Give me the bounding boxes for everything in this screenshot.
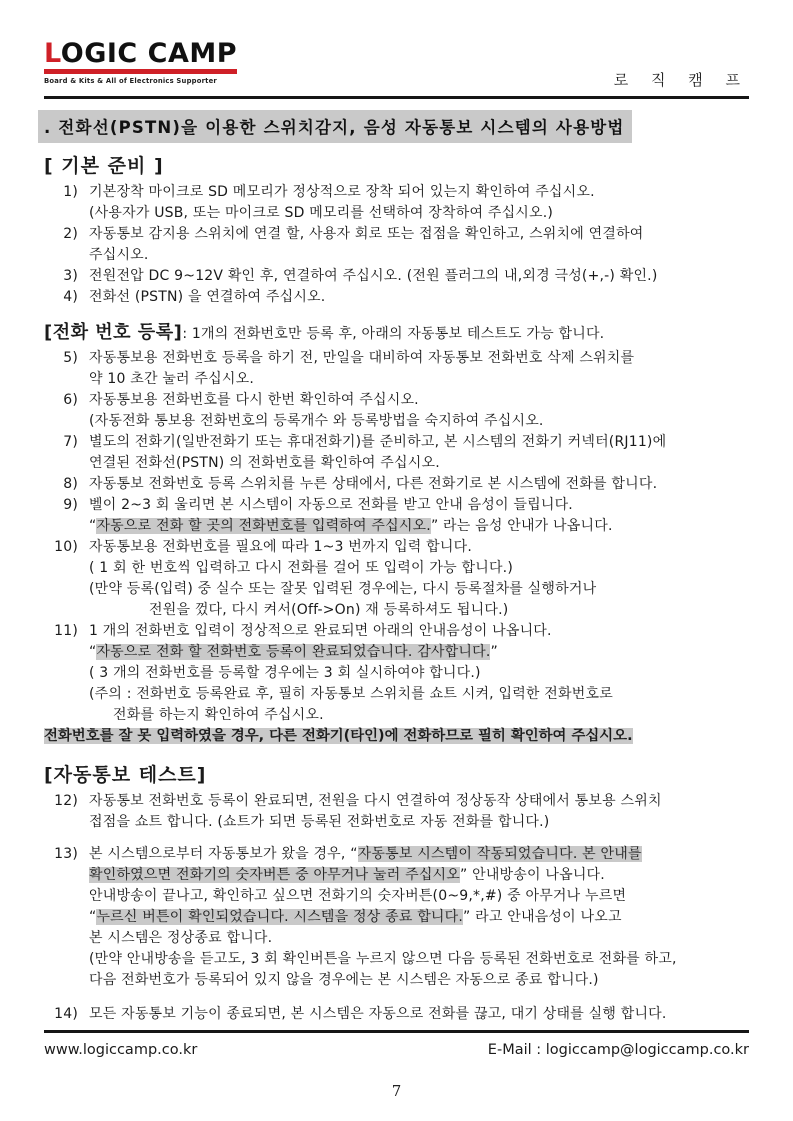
logo-text: LOGIC CAMP [44, 38, 237, 69]
line-text [89, 907, 622, 928]
list-item-continuation [44, 705, 759, 726]
list-item [44, 287, 759, 308]
list-item [44, 621, 759, 642]
highlighted-text: 누르신 버튼이 확인되었습니다. 시스템을 정상 종료 합니다. [96, 909, 464, 925]
highlighted-text: 전화번호를 잘 못 입력하였을 경우, 다른 전화기(타인)에 전화하므로 필히 확인하여 주십시오. [44, 728, 633, 744]
line-text [89, 579, 596, 600]
item-number: 5) [63, 350, 78, 366]
line-text [89, 369, 254, 390]
list-item [44, 844, 759, 865]
highlighted-text: 확인하였으면 전화기의 숫자버튼 중 아무거나 눌러 주십시오 [89, 867, 460, 883]
text-segment: 자동통보 전화번호 등록이 완료되면, 전원을 다시 연결하여 정상동작 상태에서 통보용 스위치 [89, 793, 662, 809]
line-text [89, 390, 419, 411]
text-segment: 본 시스템으로부터 자동통보가 왔을 경우, “ [89, 846, 358, 862]
text-segment: 기본장착 마이크로 SD 메모리가 정상적으로 장착 되어 있는지 확인하여 주십시오. [89, 184, 595, 200]
item-number: 1) [63, 184, 78, 200]
section-heading: [ 기본 준비 ] [44, 155, 164, 177]
list-item-continuation [44, 600, 759, 621]
line-text [89, 495, 573, 516]
text-segment: 주십시오. [89, 247, 149, 263]
line-text [89, 245, 149, 266]
list-item-continuation [44, 663, 759, 684]
text-segment: 벨이 2~3 회 울리면 본 시스템이 자동으로 전화를 받고 안내 음성이 들립니다. [89, 497, 573, 513]
footer-website: www.logiccamp.co.kr [44, 1042, 198, 1058]
spacer [44, 833, 759, 844]
highlighted-text: 자동으로 전화 할 전화번호 등록이 완료되었습니다. 감사합니다. [96, 644, 491, 660]
list-item-continuation [44, 411, 759, 432]
item-number: 9) [63, 497, 78, 513]
list-item [44, 348, 759, 369]
line-text [89, 642, 498, 663]
line-text [89, 928, 272, 949]
list-item [44, 495, 759, 516]
line-text [113, 705, 324, 726]
text-segment: 연결된 전화선(PSTN) 의 전화번호를 확인하여 주십시오. [89, 455, 440, 471]
list-item-continuation [44, 203, 759, 224]
line-text [89, 621, 552, 642]
footer-rule [44, 1030, 749, 1033]
line-text [89, 287, 325, 308]
list-item-continuation [44, 453, 759, 474]
text-segment: ” [490, 644, 498, 660]
text-segment: (주의 : 전화번호 등록완료 후, 필히 자동통보 스위치를 쇼트 시켜, 입력한 전화번호로 [89, 686, 613, 702]
text-segment: 안내방송이 끝나고, 확인하고 싶으면 전화기의 숫자버튼(0~9,*,#) 중 아무거나 누르면 [89, 888, 627, 904]
text-segment: 다음 전화번호가 등록되어 있지 않을 경우에는 본 시스템은 자동으로 종료 합니다.) [89, 972, 599, 988]
page-header [44, 40, 749, 96]
text-segment: 전원을 껐다, 다시 켜서(Off->On) 재 등록하셔도 됩니다.) [149, 602, 509, 618]
item-number: 7) [63, 434, 78, 450]
logo-tagline: Board & Kits & All of Electronics Supporter [44, 77, 217, 86]
title-wrap [38, 110, 763, 143]
content [44, 151, 759, 1025]
item-number: 6) [63, 392, 78, 408]
line-text [89, 474, 657, 495]
line-text [89, 224, 644, 245]
item-number: 2) [63, 226, 78, 242]
logic-camp-logo [44, 40, 237, 85]
text-segment: 본 시스템은 정상종료 합니다. [89, 930, 273, 946]
line-text [89, 432, 666, 453]
line-text [89, 182, 595, 203]
spacer [44, 991, 759, 1004]
item-number: 11) [54, 623, 78, 639]
list-item [44, 266, 759, 287]
list-item-continuation [44, 516, 759, 537]
footer-email: E-Mail : logiccamp@logiccamp.co.kr [487, 1042, 749, 1058]
list-item-continuation [44, 886, 759, 907]
line-text [89, 558, 513, 579]
list-item-continuation [44, 928, 759, 949]
item-number: 12) [54, 793, 78, 809]
highlighted-text: 자동통보 시스템이 작동되었습니다. 본 안내를 [357, 846, 642, 862]
list-item [44, 1004, 759, 1025]
line-text [89, 453, 440, 474]
text-segment: 전원전압 DC 9~12V 확인 후, 연결하여 주십시오. (전원 플러그의 내,외경 극성(+,-) 확인.) [89, 268, 658, 284]
item-number: 13) [54, 846, 78, 862]
list-item-continuation [44, 907, 759, 928]
section-heading-note: : 1개의 전화번호만 등록 후, 아래의 자동통보 테스트도 가능 합니다. [182, 326, 605, 342]
logo-red-bar [44, 69, 237, 74]
text-segment: “ [89, 644, 97, 660]
item-number: 3) [63, 268, 78, 284]
text-segment: 전화선 (PSTN) 을 연결하여 주십시오. [89, 289, 326, 305]
text-segment: ( 3 개의 전화번호를 등록할 경우에는 3 회 실시하여야 합니다.) [89, 665, 481, 681]
text-segment: 자동통보 전화번호 등록 스위치를 누른 상태에서, 다른 전화기로 본 시스템에 전화를 합니다. [89, 476, 658, 492]
spacer [44, 747, 759, 760]
list-item [44, 182, 759, 203]
list-item-continuation [44, 642, 759, 663]
list-item-continuation [44, 949, 759, 970]
section-heading [44, 320, 759, 347]
line-text [89, 411, 544, 432]
text-segment: ( 1 회 한 번호씩 입력하고 다시 전화를 걸어 또 입력이 가능 합니다.) [89, 560, 513, 576]
spacer [44, 308, 759, 320]
text-segment: (자동전화 통보용 전화번호의 등록개수 와 등록방법을 숙지하여 주십시오. [89, 413, 544, 429]
text-segment: (사용자가 USB, 또는 마이크로 SD 메모리를 선택하여 장착하여 주십시오.) [89, 205, 554, 221]
line-text [89, 865, 605, 886]
company-name-korean: 로 직 캠 프 [613, 71, 749, 89]
line-text [89, 266, 658, 287]
list-item-continuation [44, 579, 759, 600]
list-item-continuation [44, 558, 759, 579]
line-text [44, 726, 633, 747]
item-number: 8) [63, 476, 78, 492]
text-segment: “ [89, 909, 97, 925]
text-segment: 전화를 하는지 확인하여 주십시오. [113, 707, 324, 723]
list-item-continuation [44, 369, 759, 390]
list-item-continuation [44, 865, 759, 886]
header-rule [44, 96, 749, 99]
text-segment: 약 10 초간 눌러 주십시오. [89, 371, 254, 387]
text-segment: 1 개의 전화번호 입력이 정상적으로 완료되면 아래의 안내음성이 나옵니다. [89, 623, 552, 639]
text-segment: “ [89, 518, 97, 534]
list-item [44, 432, 759, 453]
section-heading-label: [전화 번호 등록] [44, 322, 183, 343]
text-segment: 모든 자동통보 기능이 종료되면, 본 시스템은 자동으로 전화를 끊고, 대기 상태를 실행 합니다. [89, 1006, 667, 1022]
text-segment: (만약 안내방송을 듣고도, 3 회 확인버튼을 누르지 않으면 다음 등록된 전화번호로 전화를 하고, [89, 951, 677, 967]
item-number: 10) [54, 539, 78, 555]
warning-line [44, 726, 759, 747]
text-segment: ” 안내방송이 나옵니다. [460, 867, 605, 883]
line-text [89, 684, 613, 705]
text-segment: 접점을 쇼트 합니다. (쇼트가 되면 등록된 전화번호로 자동 전화를 합니다.) [89, 814, 550, 830]
list-item [44, 474, 759, 495]
line-text [89, 663, 481, 684]
line-text [89, 516, 613, 537]
text-segment: ” 라고 안내음성이 나오고 [463, 909, 622, 925]
text-segment: (만약 등록(입력) 중 실수 또는 잘못 입력된 경우에는, 다시 등록절차를 실행하거나 [89, 581, 597, 597]
list-item [44, 390, 759, 411]
text-segment: 자동통보 감지용 스위치에 연결 할, 사용자 회로 또는 접점을 확인하고, 스위치에 연결하여 [89, 226, 644, 242]
section-heading: [자동통보 테스트] [44, 764, 207, 786]
line-text [89, 844, 642, 865]
text-segment: 자동통보용 전화번호를 필요에 따라 1~3 번까지 입력 합니다. [89, 539, 472, 555]
list-item-continuation [44, 245, 759, 266]
text-segment: ” 라는 음성 안내가 나옵니다. [430, 518, 613, 534]
item-number: 4) [63, 289, 78, 305]
line-text [89, 537, 472, 558]
line-text [89, 348, 634, 369]
page-footer [44, 1042, 749, 1058]
text-segment: 자동통보용 전화번호를 다시 한번 확인하여 주십시오. [89, 392, 419, 408]
item-number: 14) [54, 1006, 78, 1022]
text-segment: 자동통보용 전화번호 등록을 하기 전, 만일을 대비하여 자동통보 전화번호 삭제 스위치를 [89, 350, 635, 366]
list-item-continuation [44, 970, 759, 991]
line-text [89, 886, 626, 907]
list-item [44, 791, 759, 812]
line-text [149, 600, 508, 621]
highlighted-text: 자동으로 전화 할 곳의 전화번호를 입력하여 주십시오. [96, 518, 431, 534]
line-text [89, 949, 677, 970]
line-text [89, 203, 553, 224]
text-segment: 별도의 전화기(일반전화기 또는 휴대전화기)를 준비하고, 본 시스템의 전화기 커넥터(RJ11)에 [89, 434, 667, 450]
list-item-continuation [44, 812, 759, 833]
page-number: 7 [391, 1082, 402, 1100]
line-text [89, 812, 549, 833]
page-title: . 전화선(PSTN)을 이용한 스위치감지, 음성 자동통보 시스템의 사용방법 [38, 110, 632, 143]
line-text [89, 1004, 667, 1025]
list-item [44, 537, 759, 558]
line-text [89, 791, 662, 812]
list-item [44, 224, 759, 245]
line-text [89, 970, 599, 991]
list-item-continuation [44, 684, 759, 705]
